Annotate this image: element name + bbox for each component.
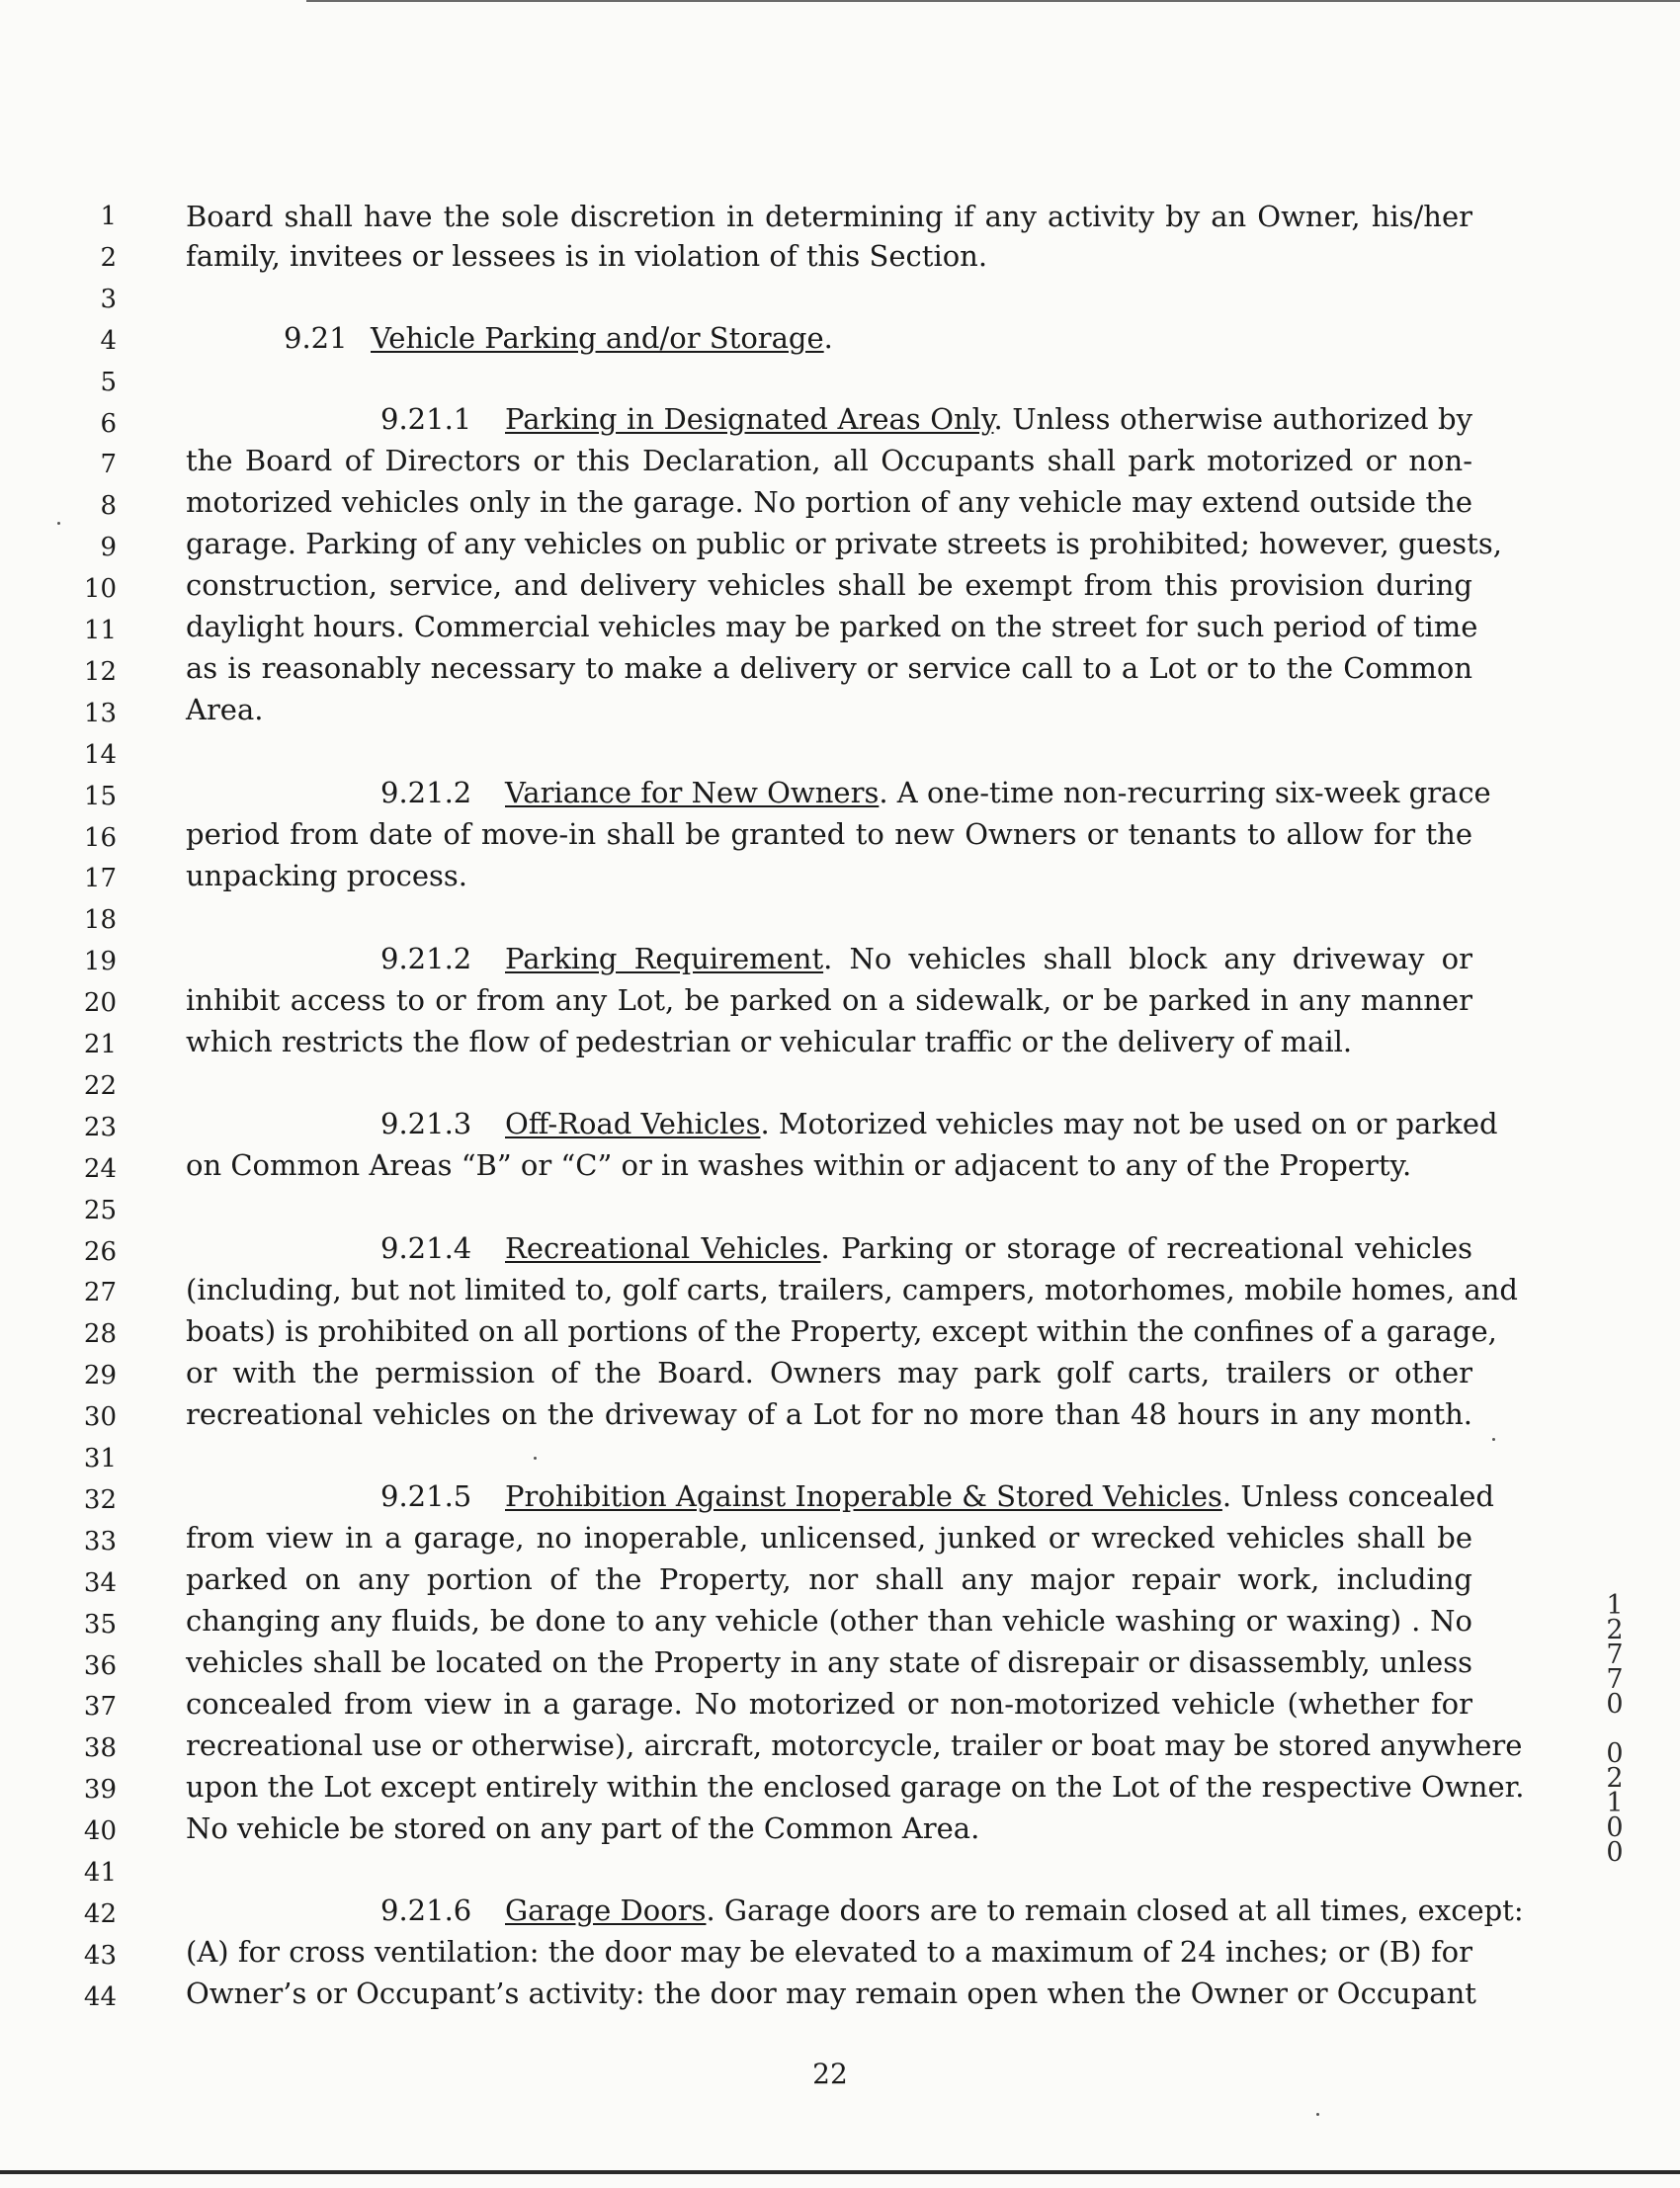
line-number: 16 (83, 822, 117, 853)
page-number: 22 (812, 2058, 848, 2090)
stamp-digit: 0 (1606, 1689, 1624, 1720)
stamp-digit: 7 (1606, 1640, 1624, 1670)
body-line: Area. (186, 693, 264, 726)
body-line: upon the Lot except entirely within the enclosed garage on the Lot of the respective Owner. (186, 1770, 1525, 1804)
stamp-digit: 0 (1606, 1812, 1624, 1843)
subsection-heading-9-21-6: 9.21.6 Garage Doors. Garage doors are to remain closed at all times, except: (380, 1893, 1524, 1927)
subsection-heading-9-21-3: 9.21.3 Off-Road Vehicles. Motorized vehicles may not be used on or parked (380, 1107, 1498, 1140)
line-number: 43 (83, 1940, 117, 1971)
subsection-title: Parking in Designated Areas Only (505, 402, 994, 436)
subsection-number: 9.21.1 (380, 402, 472, 436)
subsection-number: 9.21.5 (380, 1479, 472, 1513)
stamp-digit: 2 (1606, 1763, 1624, 1794)
body-line: as is reasonably necessary to make a delivery or service call to a Lot or to the Common (186, 651, 1472, 685)
line-number: 23 (83, 1112, 117, 1142)
body-line: parked on any portion of the Property, nor shall any major repair work, including (186, 1562, 1472, 1596)
line-number: 6 (100, 408, 117, 439)
stamp-digit: 0 (1606, 1837, 1624, 1868)
body-line: family, invitees or lessees is in violation of this Section. (186, 239, 988, 273)
body-text: Unless concealed (1240, 1479, 1494, 1513)
line-number: 22 (83, 1070, 117, 1101)
section-heading-9-21: 9.21 Vehicle Parking and/or Storage. (284, 321, 833, 355)
subsection-title: Off-Road Vehicles (505, 1107, 761, 1140)
scan-speck (1492, 1438, 1495, 1441)
subsection-heading-9-21-4: 9.21.4 Recreational Vehicles. Parking or storage of recreational vehicles (380, 1231, 1473, 1265)
line-number: 1 (100, 202, 117, 231)
scan-speck (1316, 2113, 1319, 2116)
line-number: 27 (83, 1278, 117, 1308)
subsection-heading-9-21-5: 9.21.5 Prohibition Against Inoperable & Stored Vehicles. Unless concealed (380, 1479, 1494, 1513)
line-number: 34 (83, 1567, 117, 1598)
subsection-heading-9-21-2-parking: 9.21.2 Parking Requirement. No vehicles shall block any driveway or (380, 942, 1472, 975)
body-line: garage. Parking of any vehicles on public or private streets is prohibited; however, guests, (186, 527, 1502, 560)
line-number: 18 (83, 905, 117, 936)
line-number: 42 (83, 1898, 117, 1929)
subsection-title: Recreational Vehicles (505, 1231, 821, 1265)
scan-edge-top (306, 0, 1680, 2)
body-line: which restricts the flow of pedestrian or vehicular traffic or the delivery of mail. (186, 1025, 1353, 1058)
line-number: 31 (83, 1444, 117, 1473)
line-number: 37 (83, 1692, 117, 1723)
stamp-digit: 7 (1606, 1664, 1624, 1695)
line-number: 26 (83, 1236, 117, 1267)
line-number: 15 (83, 781, 117, 811)
body-line: daylight hours. Commercial vehicles may be parked on the street for such period of time (186, 610, 1478, 643)
body-line: inhibit access to or from any Lot, be parked on a sidewalk, or be parked in any manner (186, 983, 1472, 1017)
body-line: recreational use or otherwise), aircraft, motorcycle, trailer or boat may be stored anywhere (186, 1728, 1523, 1762)
body-text: Motorized vehicles may not be used on or parked (778, 1107, 1498, 1140)
stamp-digit: 2 (1606, 1615, 1624, 1645)
body-line: unpacking process. (186, 859, 468, 892)
body-line: boats) is prohibited on all portions of the Property, except within the confines of a garage, (186, 1314, 1497, 1348)
body-line: (A) for cross ventilation: the door may be elevated to a maximum of 24 inches; or (B) for (186, 1935, 1472, 1969)
body-line: vehicles shall be located on the Property in any state of disrepair or disassembly, unless (186, 1645, 1472, 1679)
subsection-title: Garage Doors (505, 1893, 707, 1927)
line-number: 3 (100, 284, 117, 314)
line-number: 12 (83, 656, 117, 687)
subsection-title: Prohibition Against Inoperable & Stored Vehicles (505, 1479, 1222, 1513)
line-number: 8 (100, 491, 117, 522)
body-text: Parking or storage of recreational vehicles (841, 1231, 1473, 1265)
stamp-digit: 1 (1606, 1590, 1624, 1621)
subsection-heading-9-21-2: 9.21.2 Variance for New Owners. A one-time non-recurring six-week grace (380, 776, 1491, 809)
body-line: recreational vehicles on the driveway of a Lot for no more than 48 hours in any month. (186, 1397, 1472, 1431)
line-number: 13 (83, 698, 117, 728)
line-number: 24 (83, 1153, 117, 1184)
subsection-number: 9.21.6 (380, 1893, 472, 1927)
body-line: motorized vehicles only in the garage. No portion of any vehicle may extend outside the (186, 485, 1472, 519)
subsection-title: Variance for New Owners (505, 776, 880, 809)
body-line: Owner’s or Occupant’s activity: the door may remain open when the Owner or Occupant (186, 1977, 1476, 2010)
line-number: 2 (100, 242, 117, 273)
subsection-number: 9.21.2 (380, 942, 472, 975)
line-number: 25 (83, 1195, 117, 1225)
line-number: 14 (83, 739, 117, 770)
line-number: 33 (83, 1526, 117, 1557)
section-number: 9.21 (284, 321, 348, 355)
line-number: 40 (83, 1816, 117, 1847)
line-number: 11 (83, 616, 117, 645)
line-number: 44 (83, 1981, 117, 2012)
recording-stamp (1603, 1590, 1627, 1868)
stamp-digit: 1 (1606, 1788, 1624, 1818)
line-number: 19 (83, 947, 117, 977)
body-text: A one-time non-recurring six-week grace (896, 776, 1491, 809)
body-line: period from date of move-in shall be granted to new Owners or tenants to allow for the (186, 817, 1472, 851)
body-line: (including, but not limited to, golf carts, trailers, campers, motorhomes, mobile homes, and (186, 1273, 1518, 1306)
line-number: 20 (83, 988, 117, 1019)
subsection-title: Parking Requirement (505, 942, 824, 975)
line-number: 38 (83, 1733, 117, 1764)
line-number: 29 (83, 1361, 117, 1391)
line-number: 9 (100, 533, 117, 563)
scan-speck (534, 1457, 537, 1460)
line-number: 30 (83, 1402, 117, 1433)
subsection-number: 9.21.2 (380, 776, 472, 809)
line-number: 17 (83, 864, 117, 894)
body-line: construction, service, and delivery vehicles shall be exempt from this provision during (186, 568, 1472, 602)
line-number: 35 (83, 1609, 117, 1640)
section-title: Vehicle Parking and/or Storage (371, 321, 824, 355)
scan-speck (57, 522, 60, 525)
body-line: from view in a garage, no inoperable, unlicensed, junked or wrecked vehicles shall be (186, 1521, 1472, 1555)
body-line: the Board of Directors or this Declaration, all Occupants shall park motorized or non- (186, 444, 1472, 477)
body-line: concealed from view in a garage. No motorized or non-motorized vehicle (whether for (186, 1687, 1472, 1721)
line-number: 36 (83, 1650, 117, 1681)
subsection-number: 9.21.4 (380, 1231, 472, 1265)
body-line: Board shall have the sole discretion in determining if any activity by an Owner, his/her (186, 200, 1472, 233)
body-line: changing any fluids, be done to any vehicle (other than vehicle washing or waxing) . No (186, 1604, 1472, 1638)
body-text: Garage doors are to remain closed at all times, except: (723, 1893, 1524, 1927)
stamp-digit: 0 (1606, 1738, 1624, 1769)
line-number: 4 (100, 325, 117, 356)
line-number: 41 (83, 1858, 117, 1888)
body-line: on Common Areas “B” or “C” or in washes within or adjacent to any of the Property. (186, 1148, 1412, 1182)
line-number: 32 (83, 1484, 117, 1515)
scan-edge-bottom (0, 2170, 1680, 2174)
body-text: Unless otherwise authorized by (1012, 402, 1472, 436)
line-number: 5 (100, 367, 117, 397)
body-line: No vehicle be stored on any part of the Common Area. (186, 1811, 980, 1845)
body-line: or with the permission of the Board. Owners may park golf carts, trailers or other (186, 1356, 1472, 1389)
line-number: 28 (83, 1319, 117, 1350)
line-number: 21 (83, 1030, 117, 1059)
line-number: 10 (83, 574, 117, 605)
subsection-number: 9.21.3 (380, 1107, 472, 1140)
subsection-heading-9-21-1: 9.21.1 Parking in Designated Areas Only. Unless otherwise authorized by (380, 402, 1472, 436)
body-text: No vehicles shall block any driveway or (849, 942, 1472, 975)
line-number: 7 (100, 450, 117, 480)
line-number: 39 (83, 1775, 117, 1806)
